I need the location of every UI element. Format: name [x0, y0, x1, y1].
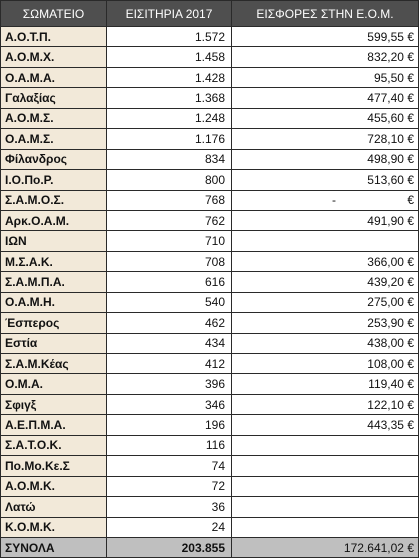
contribution-cell: 455,60 €: [232, 108, 419, 128]
totals-row: [1, 538, 419, 558]
contribution-cell: 443,35 €: [232, 415, 419, 435]
tickets-cell: 1.368: [107, 88, 232, 108]
contribution-dash-wrap: [236, 193, 414, 207]
tickets-cell: 116: [107, 435, 232, 455]
club-name-cell: Ο.Α.Μ.Σ.: [1, 129, 107, 149]
contribution-cell: 832,20 €: [232, 47, 419, 67]
tickets-cell: 412: [107, 354, 232, 374]
tickets-cell: 768: [107, 190, 232, 210]
header-row: [1, 1, 419, 27]
contribution-cell: 95,50 €: [232, 67, 419, 87]
table-row: [1, 108, 419, 128]
club-name-cell: Ο.Μ.Α.: [1, 374, 107, 394]
table-row: [1, 456, 419, 476]
contribution-cell: 513,60 €: [232, 170, 419, 190]
contribution-cell: [232, 231, 419, 251]
tickets-cell: 36: [107, 497, 232, 517]
tickets-cell: 708: [107, 251, 232, 271]
table-row: [1, 190, 419, 210]
totals-label: ΣΥΝΟΛΑ: [1, 538, 107, 558]
club-name-cell: Αρκ.Ο.Α.Μ.: [1, 210, 107, 230]
tickets-cell: 434: [107, 333, 232, 353]
table-row: [1, 313, 419, 333]
table-row: [1, 129, 419, 149]
club-name-cell: Εστία: [1, 333, 107, 353]
club-name-cell: Σ.Α.Μ.Π.Α.: [1, 272, 107, 292]
contribution-cell: 275,00 €: [232, 292, 419, 312]
header-tickets: ΕΙΣΙΤΗΡΙΑ 2017: [107, 1, 232, 27]
table-row: [1, 27, 419, 47]
tickets-cell: 72: [107, 476, 232, 496]
header-contributions: ΕΙΣΦΟΡΕΣ ΣΤΗΝ Ε.Ο.Μ.: [232, 1, 419, 27]
contribution-cell: [232, 190, 419, 210]
table-row: [1, 476, 419, 496]
table-row: [1, 251, 419, 271]
tickets-cell: 1.428: [107, 67, 232, 87]
club-name-cell: Α.Ο.Μ.Σ.: [1, 108, 107, 128]
table-body: [1, 27, 419, 538]
club-name-cell: Α.Ο.Μ.Χ.: [1, 47, 107, 67]
tickets-cell: 1.572: [107, 27, 232, 47]
tickets-cell: 1.248: [107, 108, 232, 128]
contribution-cell: 366,00 €: [232, 251, 419, 271]
table-row: [1, 47, 419, 67]
club-name-cell: Πο.Μο.Κε.Σ: [1, 456, 107, 476]
header-club: ΣΩΜΑΤΕΙΟ: [1, 1, 107, 27]
tickets-cell: 24: [107, 517, 232, 538]
club-name-cell: Φίλανδρος: [1, 149, 107, 169]
table-row: [1, 170, 419, 190]
tickets-cell: 346: [107, 394, 232, 414]
club-name-cell: Σφιγξ: [1, 394, 107, 414]
club-name-cell: Σ.Α.Τ.Ο.Κ.: [1, 435, 107, 455]
table-row: [1, 497, 419, 517]
table-row: [1, 333, 419, 353]
contribution-cell: [232, 476, 419, 496]
table-row: [1, 292, 419, 312]
club-name-cell: Ο.Α.Μ.Α.: [1, 67, 107, 87]
club-name-cell: Α.Ο.Τ.Π.: [1, 27, 107, 47]
table-row: [1, 374, 419, 394]
club-name-cell: Ι.Ο.Πο.Ρ.: [1, 170, 107, 190]
contribution-cell: [232, 435, 419, 455]
table-footer: [1, 538, 419, 558]
club-name-cell: Λατώ: [1, 497, 107, 517]
contribution-cell: 439,20 €: [232, 272, 419, 292]
contribution-cell: 438,00 €: [232, 333, 419, 353]
tickets-cell: 762: [107, 210, 232, 230]
contribution-cell: [232, 497, 419, 517]
club-name-cell: Α.Ο.Μ.Κ.: [1, 476, 107, 496]
table-row: [1, 210, 419, 230]
club-name-cell: Μ.Σ.Α.Κ.: [1, 251, 107, 271]
tickets-cell: 396: [107, 374, 232, 394]
table-row: [1, 88, 419, 108]
tickets-cell: 462: [107, 313, 232, 333]
contribution-cell: 477,40 €: [232, 88, 419, 108]
table-header: [1, 1, 419, 27]
contribution-cell: 122,10 €: [232, 394, 419, 414]
table-row: [1, 272, 419, 292]
contribution-cell: [232, 456, 419, 476]
tickets-cell: 616: [107, 272, 232, 292]
table-row: [1, 67, 419, 87]
contribution-cell: 498,90 €: [232, 149, 419, 169]
contribution-cell: 253,90 €: [232, 313, 419, 333]
table-row: [1, 394, 419, 414]
tickets-cell: 834: [107, 149, 232, 169]
contribution-cell: 599,55 €: [232, 27, 419, 47]
contribution-cell: 119,40 €: [232, 374, 419, 394]
tickets-cell: 196: [107, 415, 232, 435]
contribution-cell: 728,10 €: [232, 129, 419, 149]
club-name-cell: Ο.Α.Μ.Η.: [1, 292, 107, 312]
club-name-cell: Κ.Ο.Μ.Κ.: [1, 517, 107, 538]
club-name-cell: Α.Ε.Π.Μ.Α.: [1, 415, 107, 435]
table-row: [1, 149, 419, 169]
tickets-cell: 1.176: [107, 129, 232, 149]
tickets-cell: 800: [107, 170, 232, 190]
club-name-cell: Σ.Α.Μ.Ο.Σ.: [1, 190, 107, 210]
totals-contribution: 172.641,02 €: [232, 538, 419, 558]
contribution-currency: €: [407, 193, 414, 208]
contribution-cell: 108,00 €: [232, 354, 419, 374]
table-row: [1, 354, 419, 374]
table-row: [1, 517, 419, 538]
table-row: [1, 231, 419, 251]
tickets-cell: 74: [107, 456, 232, 476]
club-name-cell: ΙΩΝ: [1, 231, 107, 251]
tickets-cell: 1.458: [107, 47, 232, 67]
contribution-dash: -: [332, 193, 336, 208]
tickets-cell: 710: [107, 231, 232, 251]
club-name-cell: Έσπερος: [1, 313, 107, 333]
contribution-cell: 491,90 €: [232, 210, 419, 230]
table-row: [1, 435, 419, 455]
tickets-cell: 540: [107, 292, 232, 312]
club-name-cell: Σ.Α.Μ.Κέας: [1, 354, 107, 374]
contribution-cell: [232, 517, 419, 538]
table-row: [1, 415, 419, 435]
totals-tickets: 203.855: [107, 538, 232, 558]
club-name-cell: Γαλαξίας: [1, 88, 107, 108]
